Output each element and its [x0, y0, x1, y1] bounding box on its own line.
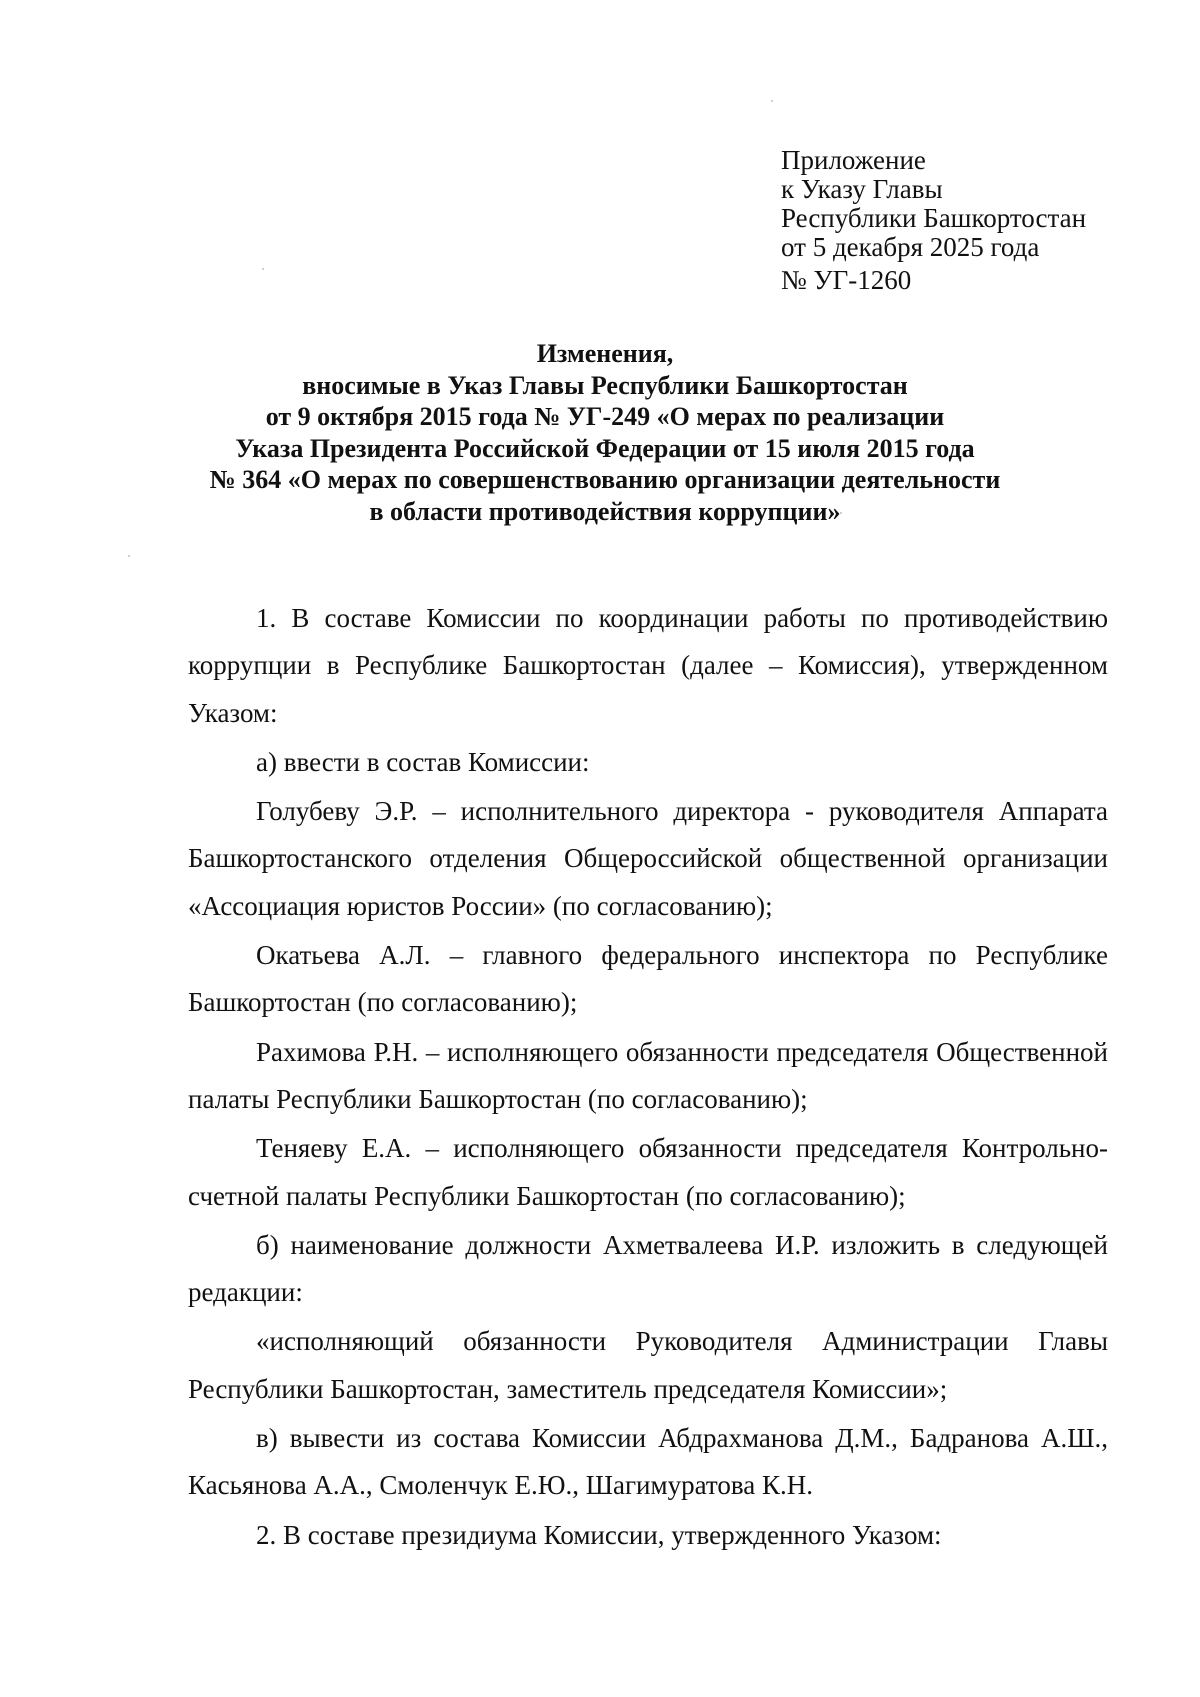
title-line-2: вносимые в Указ Главы Республики Башкортостан	[302, 370, 908, 400]
annex-number: № УГ-1260	[781, 265, 912, 295]
scan-speck	[840, 512, 842, 514]
paragraph-v-remove-members: в) вывести из состава Комиссии Абдрахманова Д.М., Бадранова А.Ш., Касьянова А.А., Смоленчук Е.Ю., Шагимуратова К.Н.	[188, 1423, 1108, 1501]
scan-speck	[128, 555, 130, 557]
scan-speck	[771, 100, 773, 102]
title-line-6: в области противодействия коррупции»	[369, 496, 841, 526]
paragraph-tenyaeva: Теняеву Е.А. – исполняющего обязанности председателя Контрольно-счетной палаты Республики Башкортостан (по согласованию);	[188, 1133, 1108, 1211]
paragraph-position-text: «исполняющий обязанности Руководителя Администрации Главы Республики Башкортостан, заместитель председателя Комиссии»;	[188, 1326, 1108, 1404]
annex-block	[781, 146, 1141, 295]
paragraph-b-position: б) наименование должности Ахметвалеева И.Р. изложить в следующей редакции:	[188, 1229, 1108, 1308]
paragraph-okatyev: Окатьева А.Л. – главного федерального инспектора по Республике Башкортостан (по согласованию);	[188, 940, 1108, 1018]
title-line-1: Изменения,	[536, 339, 674, 368]
annex-decree-ref: к Указу Главы	[781, 174, 943, 204]
title-line-4: Указа Президента Российской Федерации от 15 июля 2015 года	[235, 433, 975, 463]
paragraph-rakhimov: Рахимова Р.Н. – исполняющего обязанности председателя Общественной палаты Республики Башкортостан (по согласованию);	[188, 1036, 1108, 1114]
paragraph-a-add-members: а) ввести в состав Комиссии:	[256, 746, 590, 777]
annex-republic: Республики Башкортостан	[781, 203, 1087, 233]
title-line-5: № 364 «О мерах по совершенствованию организации деятельности	[209, 465, 1001, 494]
document-body	[188, 595, 1108, 1559]
paragraph-golubeva: Голубеву Э.Р. – исполнительного директора - руководителя Аппарата Башкортостанского отделения Общероссийской общественной организации «Ассоциация юристов России» (по согласованию);	[188, 796, 1108, 921]
annex-label: Приложение	[781, 145, 926, 175]
title-line-3: от 9 октября 2015 года № УГ-249 «О мерах по реализации	[265, 402, 945, 431]
paragraph-1-commission: 1. В составе Комиссии по координации работы по противодействию коррупции в Республике Башкортостан (далее – Комиссия), утвержденном Указом:	[188, 603, 1108, 728]
document-title	[150, 338, 1060, 527]
paragraph-2-presidium: 2. В составе президиума Комиссии, утвержденного Указом:	[256, 1519, 942, 1550]
annex-date: от 5 декабря 2025 года	[781, 232, 1040, 262]
scan-speck	[262, 268, 264, 270]
